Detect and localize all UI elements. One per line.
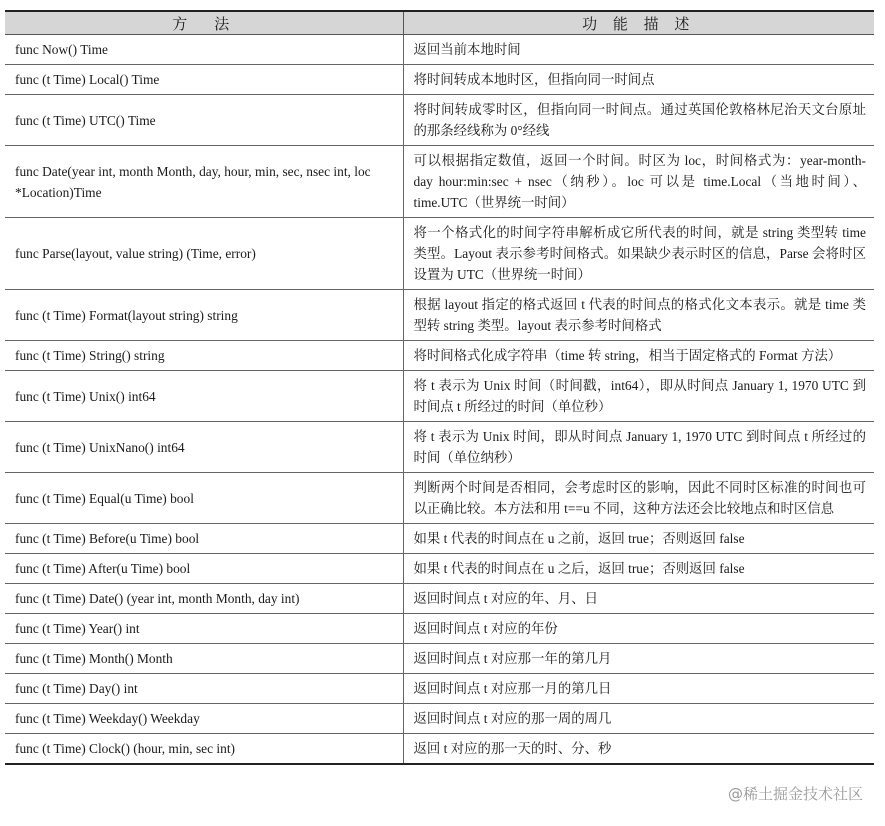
method-description-cell: 返回当前本地时间 — [403, 35, 874, 65]
method-description-cell: 返回时间点 t 对应那一年的第几月 — [403, 644, 874, 674]
table-row — [5, 290, 874, 341]
table-row — [5, 704, 874, 734]
method-signature-cell: func (t Time) Weekday() Weekday — [5, 704, 403, 734]
method-description-cell: 根据 layout 指定的格式返回 t 代表的时间点的格式化文本表示。就是 time 类型转 string 类型。layout 表示参考时间格式 — [403, 290, 874, 341]
method-description-cell: 将 t 表示为 Unix 时间（时间戳，int64），即从时间点 January 1, 1970 UTC 到时间点 t 所经过的时间（单位秒） — [403, 371, 874, 422]
table-row — [5, 614, 874, 644]
method-description-cell: 将一个格式化的时间字符串解析成它所代表的时间，就是 string 类型转 time 类型。Layout 表示参考时间格式。如果缺少表示时区的信息，Parse 会将时区设置为 UTC（世界统一时间） — [403, 218, 874, 290]
table-row — [5, 554, 874, 584]
column-header-description: 功 能 描 述 — [403, 11, 874, 35]
method-signature-cell: func Now() Time — [5, 35, 403, 65]
method-description-cell: 如果 t 代表的时间点在 u 之后，返回 true；否则返回 false — [403, 554, 874, 584]
method-description-cell: 判断两个时间是否相同，会考虑时区的影响，因此不同时区标准的时间也可以正确比较。本方法和用 t==u 不同，这种方法还会比较地点和时区信息 — [403, 473, 874, 524]
method-description-cell: 如果 t 代表的时间点在 u 之前，返回 true；否则返回 false — [403, 524, 874, 554]
table-row — [5, 674, 874, 704]
method-signature-cell: func (t Time) Local() Time — [5, 65, 403, 95]
method-signature-cell: func (t Time) Year() int — [5, 614, 403, 644]
method-signature-cell: func (t Time) String() string — [5, 341, 403, 371]
method-signature-cell: func (t Time) Day() int — [5, 674, 403, 704]
method-signature-cell: func Date(year int, month Month, day, hour, min, sec, nsec int, loc *Location)Time — [5, 146, 403, 218]
method-signature-cell: func (t Time) UnixNano() int64 — [5, 422, 403, 473]
methods-table — [5, 10, 874, 765]
watermark: @稀土掘金技术社区 — [727, 785, 863, 803]
table-row — [5, 422, 874, 473]
table-row — [5, 341, 874, 371]
method-description-cell: 将时间格式化成字符串（time 转 string，相当于固定格式的 Format 方法） — [403, 341, 874, 371]
table-row — [5, 65, 874, 95]
method-signature-cell: func (t Time) After(u Time) bool — [5, 554, 403, 584]
table-row — [5, 473, 874, 524]
method-signature-cell: func (t Time) Date() (year int, month Month, day int) — [5, 584, 403, 614]
method-description-cell: 将时间转成本地时区，但指向同一时间点 — [403, 65, 874, 95]
method-signature-cell: func (t Time) Equal(u Time) bool — [5, 473, 403, 524]
table-row — [5, 95, 874, 146]
method-description-cell: 返回 t 对应的那一天的时、分、秒 — [413, 741, 612, 756]
table-row — [5, 644, 874, 674]
method-description-cell: 返回时间点 t 对应的那一周的周几 — [403, 704, 874, 734]
method-signature-cell: func (t Time) Clock() (hour, min, sec int) — [5, 734, 403, 765]
method-signature-cell: func (t Time) Format(layout string) string — [5, 290, 403, 341]
table-row — [5, 584, 874, 614]
table-row — [5, 146, 874, 218]
method-signature-cell: func Parse(layout, value string) (Time, error) — [5, 218, 403, 290]
method-description-cell: 返回时间点 t 对应的年、月、日 — [403, 584, 874, 614]
method-description-cell: 将时间转成零时区，但指向同一时间点。通过英国伦敦格林尼治天文台原址的那条经线称为 0°经线 — [403, 95, 874, 146]
method-signature-cell: func (t Time) Before(u Time) bool — [5, 524, 403, 554]
table-row — [5, 734, 874, 765]
method-description-cell: 返回时间点 t 对应那一月的第几日 — [403, 674, 874, 704]
table-row — [5, 218, 874, 290]
table-body — [5, 35, 874, 765]
table-row — [5, 524, 874, 554]
method-description-cell: 可以根据指定数值，返回一个时间。时区为 loc，时间格式为：year-month-day hour:min:sec + nsec（纳秒）。loc 可以是 time.Local（当地时间）、time.UTC（世界统一时间） — [403, 146, 874, 218]
table-row — [5, 35, 874, 65]
method-signature-cell: func (t Time) Unix() int64 — [5, 371, 403, 422]
method-signature-cell: func (t Time) Month() Month — [5, 644, 403, 674]
column-header-method: 方 法 — [5, 11, 403, 35]
method-signature-cell: func (t Time) UTC() Time — [5, 95, 403, 146]
method-description-cell: 返回时间点 t 对应的年份 — [403, 614, 874, 644]
method-description-cell: 将 t 表示为 Unix 时间，即从时间点 January 1, 1970 UTC 到时间点 t 所经过的时间（单位纳秒） — [403, 422, 874, 473]
table-header-row — [5, 11, 874, 35]
table-row — [5, 371, 874, 422]
